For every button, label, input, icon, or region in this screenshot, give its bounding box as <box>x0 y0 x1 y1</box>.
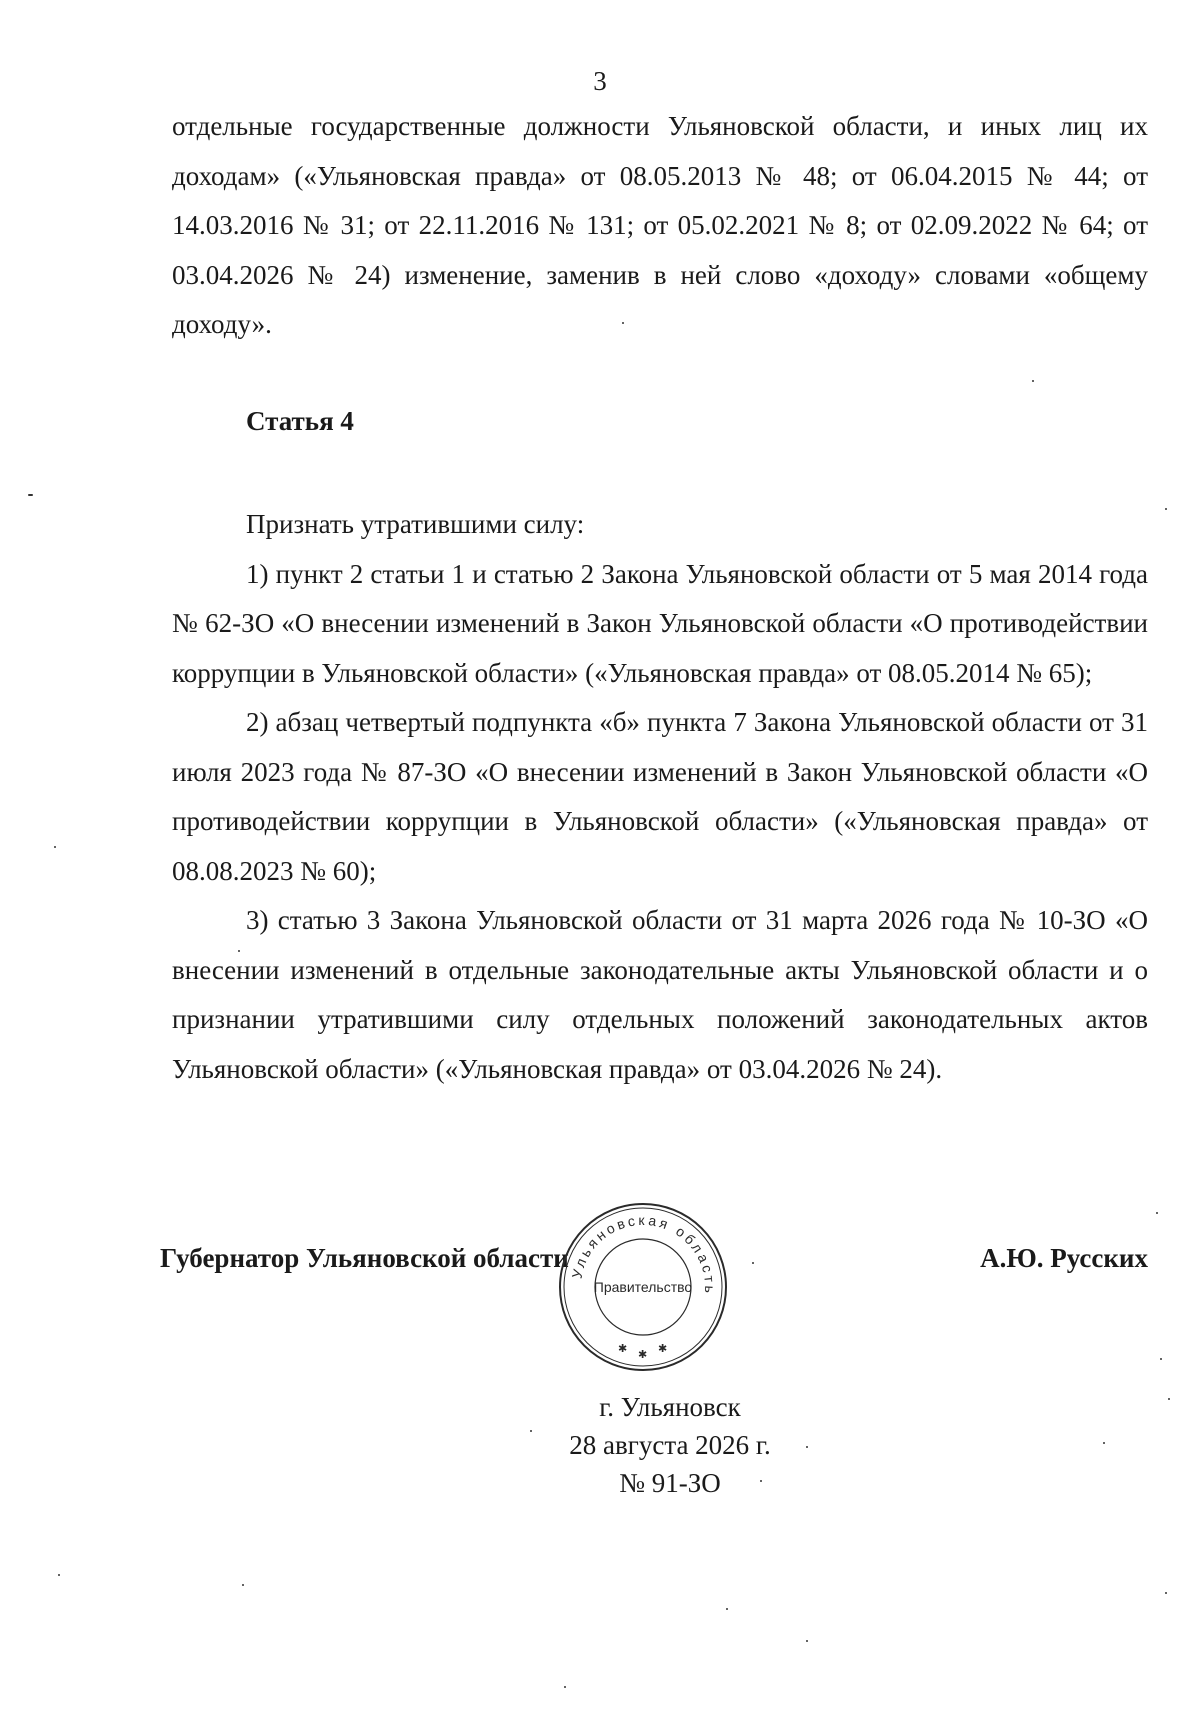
scan-speck <box>806 1640 808 1642</box>
scan-speck <box>752 1262 754 1264</box>
scan-speck <box>28 494 33 496</box>
seal-star-icon: ✱ <box>618 1342 628 1355</box>
signatory-name: А.Ю. Русских <box>980 1243 1148 1273</box>
date: 28 августа 2026 г. <box>569 1430 771 1460</box>
scan-speck <box>760 1480 762 1482</box>
scan-speck <box>1165 508 1167 510</box>
article-body <box>172 500 1148 1094</box>
official-seal <box>556 1200 730 1374</box>
scan-speck <box>1103 1442 1105 1444</box>
seal-star-icon: ✱ <box>658 1342 668 1355</box>
scan-speck <box>806 1446 808 1448</box>
scan-speck <box>58 1574 60 1576</box>
intro-paragraph-block <box>172 102 1148 350</box>
scan-speck <box>622 322 624 324</box>
scan-speck <box>242 1584 244 1586</box>
seal-star-icon: ✱ <box>638 1348 648 1361</box>
law-number: № 91-ЗО <box>619 1468 721 1498</box>
scan-speck <box>1168 1398 1170 1400</box>
seal-ring-text: Ульяновская область <box>568 1211 719 1297</box>
scan-speck <box>1032 380 1034 382</box>
list-item: 1) пункт 2 статьи 1 и статью 2 Закона Ульяновской области от 5 мая 2014 года № 62-ЗО «О внесении изменений в Закон Ульяновской области «О противодействии коррупции в Ульяновской области» («Ульяновская правда» от 08.05.2014 № 65); <box>172 558 1148 688</box>
article-heading: Статья 4 <box>246 406 354 436</box>
place-date-block <box>0 1388 1200 1502</box>
seal-center-text: Правительство <box>593 1279 693 1295</box>
scan-speck <box>1160 1358 1162 1360</box>
place: г. Ульяновск <box>599 1392 741 1422</box>
page-number: 3 <box>593 66 607 96</box>
article-lead: Признать утратившими силу: <box>246 509 585 539</box>
scan-speck <box>530 1430 532 1432</box>
intro-paragraph: отдельные государственные должности Ульяновской области, и иных лиц их доходам» («Ульяновская правда» от 08.05.2013 № 48; от 06.04.2015 № 44; от 14.03.2016 № 31; от 22.11.2016 № 131; от 05.02.2021 № 8; от 02.09.2022 № 64; от 03.04.2026 № 24) изменение, заменив в ней слово «доходу» словами «общему доходу». <box>172 111 1148 339</box>
scan-speck <box>238 950 240 952</box>
signatory-title: Губернатор Ульяновской области <box>160 1243 569 1273</box>
scan-speck <box>1165 1592 1167 1594</box>
scan-speck <box>54 846 56 848</box>
scan-speck <box>726 1608 728 1610</box>
list-item: 2) абзац четвертый подпункта «б» пункта 7 Закона Ульяновской области от 31 июля 2023 года № 87-ЗО «О внесении изменений в Закон Ульяновской области «О противодействии коррупции в Ульяновской области» («Ульяновская правда» от 08.08.2023 № 60); <box>172 707 1148 886</box>
scan-speck <box>1156 1212 1158 1214</box>
scan-speck <box>564 1686 566 1688</box>
list-item: 3) статью 3 Закона Ульяновской области от 31 марта 2026 года № 10-ЗО «О внесении изменений в отдельные законодательные акты Ульяновской области и о признании утратившими силу отдельных положений законодательных актов Ульяновской области» («Ульяновская правда» от 03.04.2026 № 24). <box>172 905 1148 1084</box>
